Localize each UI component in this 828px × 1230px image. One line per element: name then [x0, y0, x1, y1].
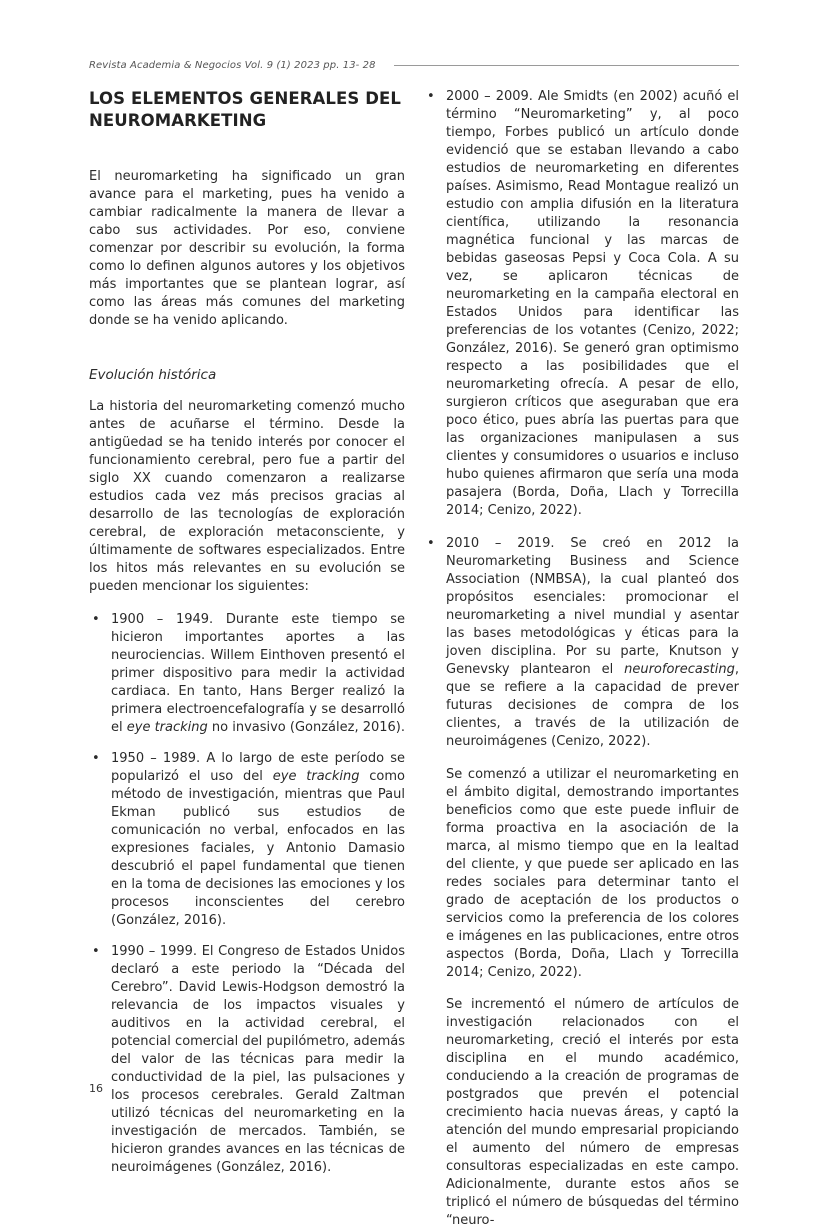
- bullet-marker: •: [92, 751, 100, 766]
- list-item: [89, 750, 405, 930]
- list-item: [424, 88, 739, 520]
- list-item: [424, 535, 739, 751]
- milestones-list: [89, 611, 405, 1177]
- history-paragraph: La historia del neuromarketing comenzó mucho antes de acuñarse el término. Desde la antigüedad se ha tenido interés por conocer el funcionamiento cerebral, pero fue a partir del siglo XX cuando comenzaron a realizarse estudios cada vez más precisos gracias al desarrollo de las tecnologías de exploración cerebral, de exploración metaconsciente, y últimamente de softwares especializados. Entre los hitos más relevantes en su evolución se pueden mencionar los siguientes:: [89, 399, 405, 594]
- list-item: [89, 943, 405, 1177]
- bullet-marker: •: [427, 89, 435, 104]
- digital-paragraph: Se comenzó a utilizar el neuromarketing en el ámbito digital, demostrando importantes beneficios como que este puede influir de forma proactiva en la asociación de la marca, al mismo tiempo que en la lealtad del cliente, y que puede ser aplicado en las redes sociales para determinar tanto el grado de aceptación de los productos o servicios como la preferencia de los colores e imágenes en las publicaciones, entre otros aspectos (Borda, Doña, Llach y Torrecilla 2014; Cenizo, 2022).: [446, 767, 739, 980]
- left-column: [89, 88, 405, 1190]
- bullet-1900-text: 1900 – 1949. Durante este tiempo se hicieron importantes aportes a las neurociencias. Willem Einthoven presentó el primer dispositivo para medir la actividad cardiaca. En tanto, Hans Berger realizó la primera electroencefalografía y se desarrolló el eye tracking no invasivo (González, 2016).: [111, 612, 406, 735]
- bullet-1990-text: 1990 – 1999. El Congreso de Estados Unidos declaró a este periodo la “Década del Cerebro”. David Lewis-Hodgson demostró la relevancia de los impactos visuales y auditivos en la actividad cerebral, el potencial comercial del pupilómetro, además del valor de las técnicas para medir la conductividad de la piel, las pulsaciones y los procesos cerebrales. Gerald Zaltman utilizó técnicas del neuromarketing en la investigación de mercados. También, se hicieron grandes avances en las técnicas de neuroimágenes (González, 2016).: [111, 944, 405, 1175]
- bullet-1950-text: 1950 – 1989. A lo largo de este período se popularizó el uso del eye tracking como método de investigación, mientras que Paul Ekman publicó sus estudios de comunicación no verbal, enfocados en las expresiones faciales, y Antonio Damasio descubrió el papel fundamental que tienen en la toma de decisiones las emociones y los procesos inconscientes del cerebro (González, 2016).: [111, 751, 405, 928]
- research-paragraph: Se incrementó el número de artículos de investigación relacionados con el neuromarketing, creció el interés por esta disciplina en el mundo académico, conduciendo a la creación de programas de postgrados que prevén el potencial crecimiento hacia nuevas áreas, y captó la atención del mundo empresarial propiciando el aumento del número de empresas consultoras especializadas en este campo. Adicionalmente, durante estos años se triplicó el número de búsquedas del término “neuro-: [446, 997, 739, 1228]
- list-item: [89, 611, 405, 737]
- bullet-marker: •: [92, 612, 100, 627]
- milestones-list-continued: [424, 88, 739, 751]
- running-header: [89, 57, 739, 73]
- section-title: LOS ELEMENTOS GENERALES DEL NEUROMARKETING: [89, 89, 402, 130]
- subsection-title: Evolución histórica: [89, 367, 217, 383]
- journal-citation: Revista Academia & Negocios Vol. 9 (1) 2023 pp. 13- 28: [89, 59, 376, 71]
- right-column: [424, 88, 739, 1230]
- bullet-marker: •: [427, 536, 435, 551]
- header-rule: [394, 65, 739, 66]
- page-number: 16: [89, 1082, 103, 1095]
- bullet-2000-text: 2000 – 2009. Ale Smidts (en 2002) acuñó el término “Neuromarketing” y, al poco tiempo, Forbes publicó un artículo donde evidenció que se estaban llevando a cabo estudios de neuromarketing en diferentes países. Asimismo, Read Montague realizó un estudio con amplia difusión en la literatura científica, utilizando la resonancia magnética funcional y las marcas de bebidas gaseosas Pepsi y Coca Cola. A su vez, se aplicaron técnicas de neuromarketing en la campaña electoral en Estados Unidos para identificar las preferencias de los votantes (Cenizo, 2022; González, 2016). Se generó gran optimismo respecto a las posibilidades que el neuromarketing ofrecía. A pesar de ello, surgieron críticos que aseguraban que era poco ético, pues abría las puertas para que las organizaciones manipulasen a sus clientes y consumidores o usuarios e incluso hubo quienes afirmaron que sería una moda pasajera (Borda, Doña, Llach y Torrecilla 2014; Cenizo, 2022).: [446, 89, 739, 518]
- intro-paragraph: El neuromarketing ha significado un gran avance para el marketing, pues ha venido a cambiar radicalmente la manera de llevar a cabo sus actividades. Por eso, conviene comenzar por describir su evolución, la forma como lo definen algunos autores y los objetivos más importantes que se plantean lograr, así como las áreas más comunes del marketing donde se ha venido aplicando.: [89, 169, 405, 328]
- bullet-marker: •: [92, 944, 100, 959]
- bullet-2010-text: 2010 – 2019. Se creó en 2012 la Neuromarketing Business and Science Association (NMBSA), la cual planteó dos propósitos esenciales: promocionar el neuromarketing a nivel mundial y asentar las bases metodológicas y éticas para la joven disciplina. Por su parte, Knutson y Genevsky plantearon el neuroforecasting, que se refiere a la capacidad de prever futuras decisiones de compra de los clientes, a través de la utilización de neuroimágenes (Cenizo, 2022).: [446, 536, 739, 749]
